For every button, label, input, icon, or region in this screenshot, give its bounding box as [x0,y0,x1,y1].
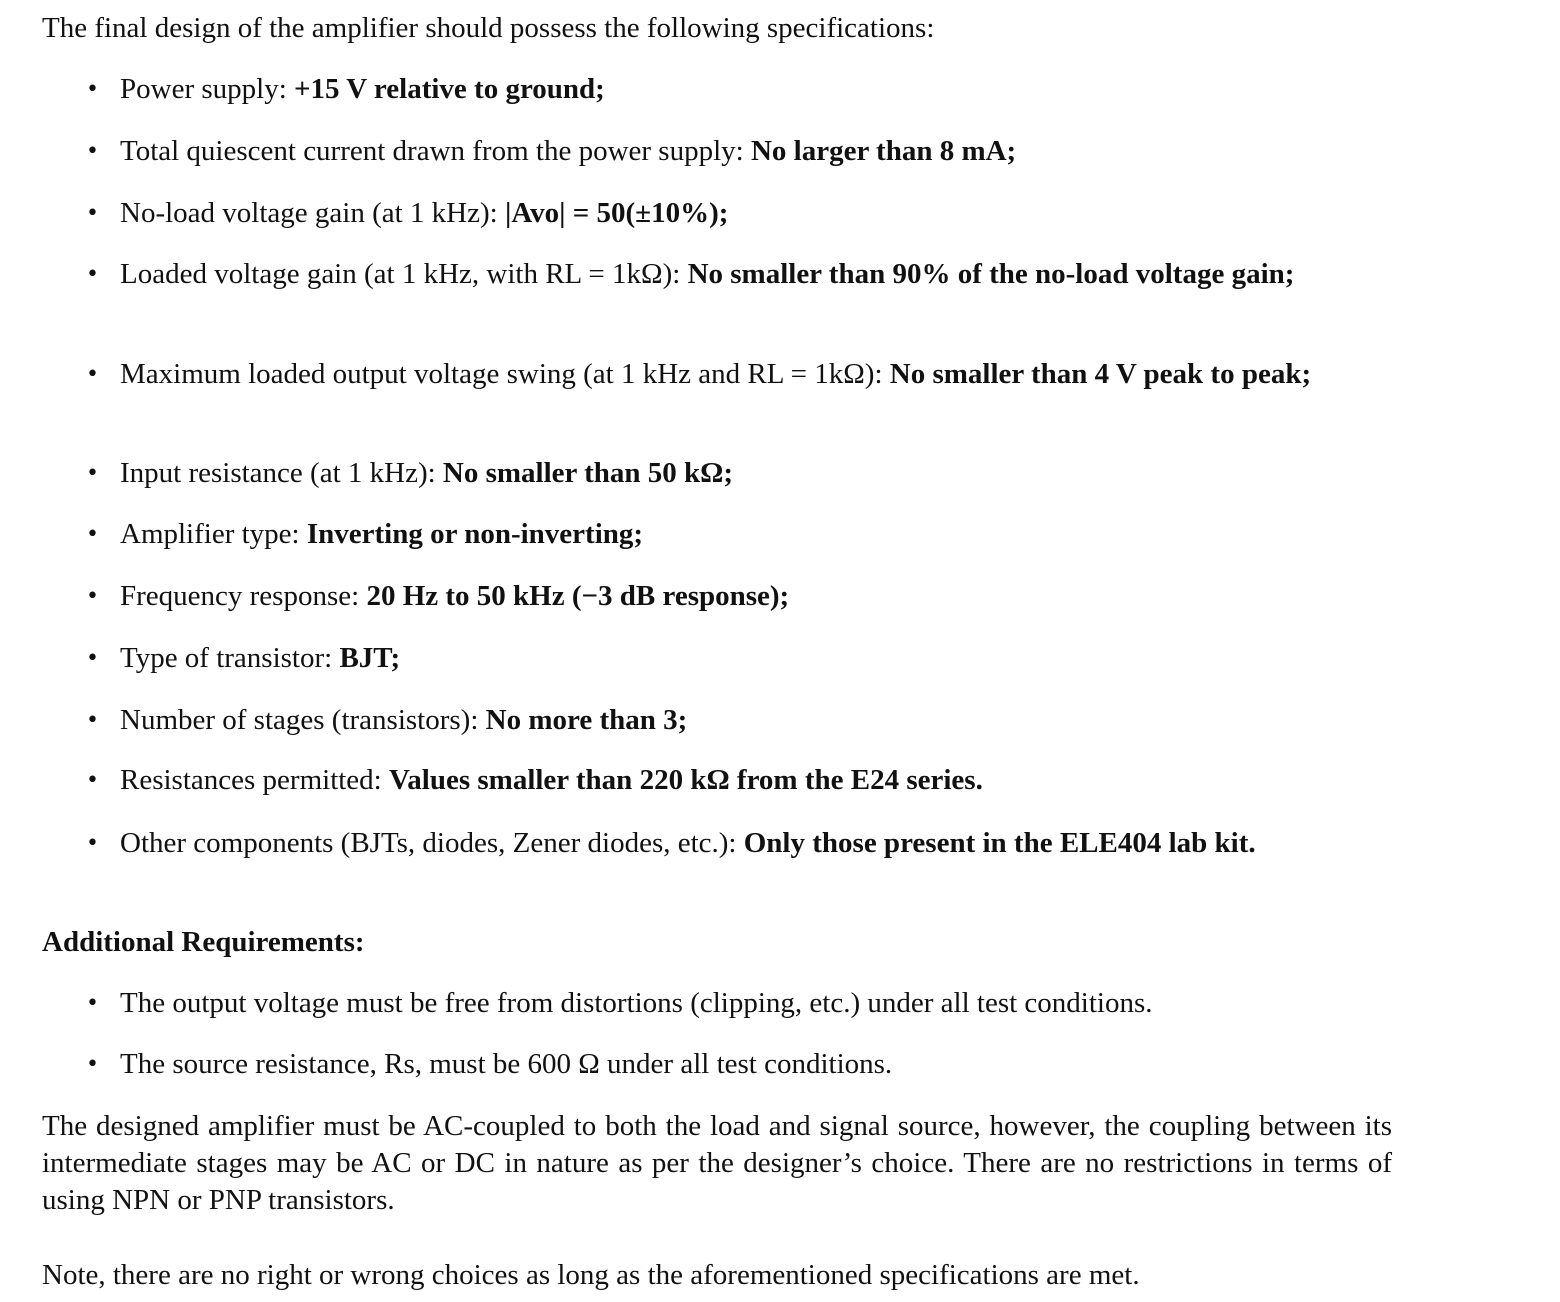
bullet-icon: • [86,646,99,671]
spec-label: Frequency response: [120,580,367,612]
requirement-text: The output voltage must be free from distortions (clipping, etc.) under all test conditions. [120,987,1153,1019]
bullet-icon: • [86,522,99,547]
spec-value: |Avo| = 50(±10%); [504,197,729,229]
spec-value: No larger than 8 mA; [750,135,1017,167]
spec-label: No-load voltage gain (at 1 kHz): [120,197,505,229]
bullet-icon: • [86,991,99,1016]
spec-value: No smaller than 4 V peak to peak; [889,358,1312,390]
note-text: Note, there are no right or wrong choices as long as the aforementioned specifications are met. [42,1259,1140,1291]
spec-label: Other components (BJTs, diodes, Zener diodes, etc.): [120,827,744,859]
requirement-text: The source resistance, Rs, must be 600 Ω under all test conditions. [120,1048,893,1080]
bullet-icon: • [86,1052,99,1077]
intro-text: The final design of the amplifier should possess the following specifications: [42,12,935,44]
spec-value: Values smaller than 220 kΩ from the E24 series. [389,764,983,796]
bullet-icon: • [86,708,99,733]
spec-label: Power supply: [120,73,294,105]
spec-label: Loaded voltage gain (at 1 kHz, with RL = 1kΩ): [120,258,688,290]
coupling-paragraph: The designed amplifier must be AC-coupled to both the load and signal source, however, the coupling between its intermediate stages may be AC or DC in nature as per the designer’s choice. There are no restrictions in terms of using NPN or PNP transistors. [42,1110,1392,1216]
bullet-icon: • [86,461,99,486]
spec-label: Input resistance (at 1 kHz): [120,457,443,489]
spec-label: Resistances permitted: [120,764,389,796]
spec-value: No smaller than 90% of the no-load voltage gain; [687,258,1295,290]
additional-requirements-heading: Additional Requirements: [42,926,365,958]
spec-value: +15 V relative to ground; [294,73,605,105]
bullet-icon: • [86,362,99,387]
spec-value: Inverting or non-inverting; [306,518,644,550]
spec-value: 20 Hz to 50 kHz (−3 dB response); [366,580,790,612]
bullet-icon: • [86,139,99,164]
spec-value: BJT; [339,642,401,674]
spec-label: Total quiescent current drawn from the power supply: [120,135,751,167]
spec-label: Number of stages (transistors): [120,704,486,736]
spec-value: No smaller than 50 kΩ; [442,457,734,489]
bullet-icon: • [86,768,99,793]
bullet-icon: • [86,201,99,226]
spec-label: Type of transistor: [120,642,340,674]
bullet-icon: • [86,262,99,287]
spec-label: Amplifier type: [120,518,307,550]
bullet-icon: • [86,77,99,102]
spec-label: Maximum loaded output voltage swing (at 1 kHz and RL = 1kΩ): [120,358,890,390]
spec-value: Only those present in the ELE404 lab kit. [743,827,1256,859]
spec-value: No more than 3; [485,704,688,736]
bullet-icon: • [86,584,99,609]
bullet-icon: • [86,831,99,856]
